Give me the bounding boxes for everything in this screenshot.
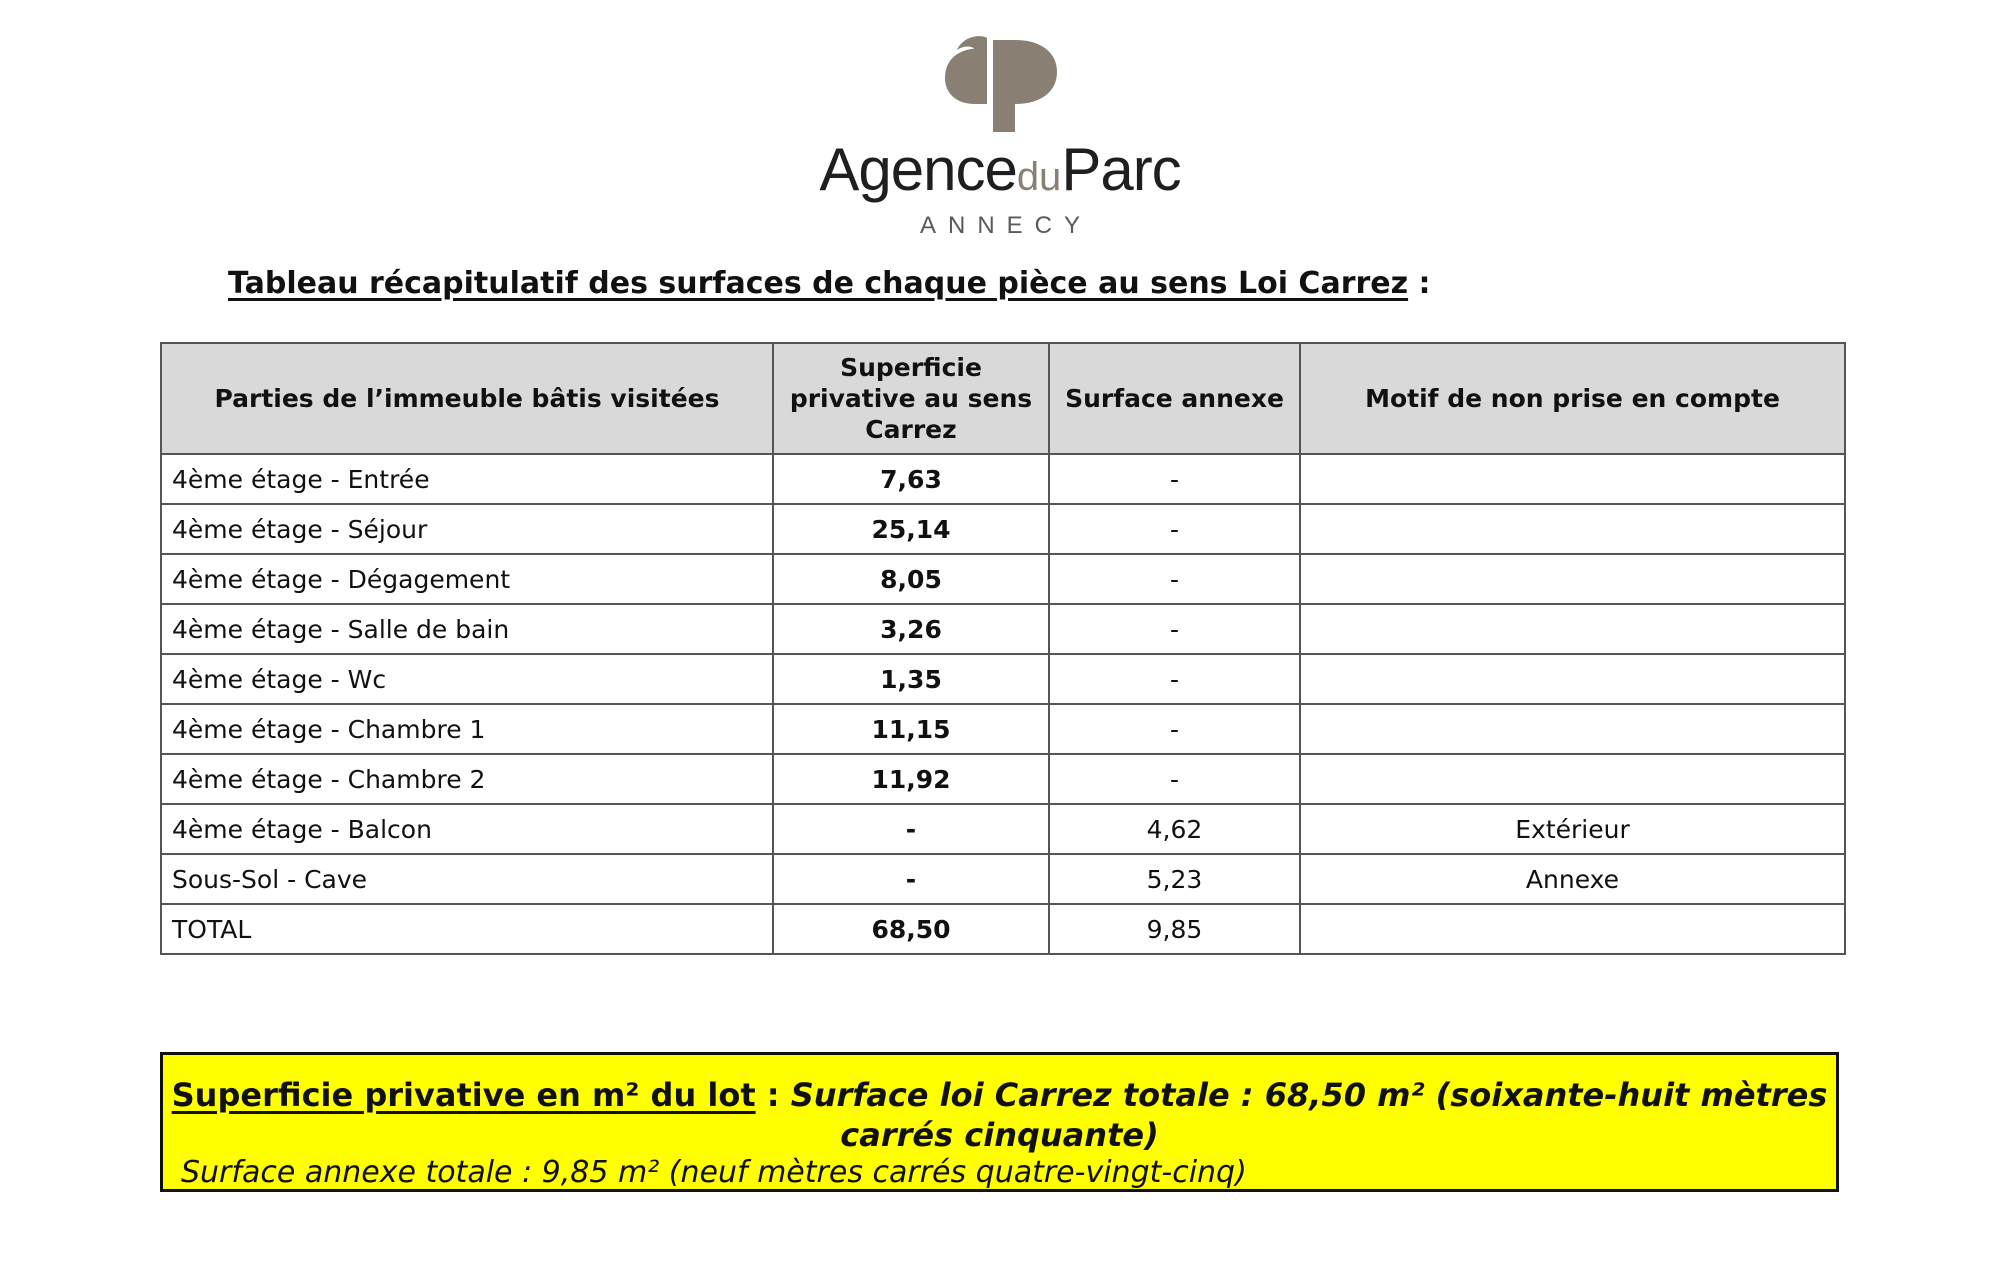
cell-motif bbox=[1300, 754, 1845, 804]
summary-carrez-text: Surface loi Carrez totale : 68,50 m² (soixante-huit mètres carrés cinquante) bbox=[790, 1076, 1828, 1154]
surfaces-table bbox=[160, 342, 1846, 955]
summary-separator: : bbox=[755, 1076, 791, 1114]
cell-motif bbox=[1300, 704, 1845, 754]
header-carrez: Superficie privative au sens Carrez bbox=[773, 343, 1049, 454]
table-header-row bbox=[161, 343, 1845, 454]
summary-label: Superficie privative en m² du lot bbox=[171, 1076, 756, 1114]
summary-carrez-line bbox=[163, 1075, 1836, 1155]
ap-monogram-icon bbox=[935, 30, 1065, 135]
table-total-row bbox=[161, 904, 1845, 954]
table-row bbox=[161, 454, 1845, 504]
cell-annexe: - bbox=[1049, 554, 1300, 604]
table-row bbox=[161, 754, 1845, 804]
agency-name-du: du bbox=[1016, 155, 1062, 199]
cell-piece: 4ème étage - Balcon bbox=[161, 804, 773, 854]
table-row bbox=[161, 854, 1845, 904]
summary-box bbox=[160, 1052, 1839, 1192]
cell-piece: 4ème étage - Wc bbox=[161, 654, 773, 704]
table-row bbox=[161, 704, 1845, 754]
header-annexe: Surface annexe bbox=[1049, 343, 1300, 454]
cell-motif: Extérieur bbox=[1300, 804, 1845, 854]
cell-annexe: - bbox=[1049, 754, 1300, 804]
cell-annexe: - bbox=[1049, 704, 1300, 754]
cell-motif bbox=[1300, 654, 1845, 704]
cell-motif: Annexe bbox=[1300, 854, 1845, 904]
table-row bbox=[161, 654, 1845, 704]
cell-annexe: - bbox=[1049, 454, 1300, 504]
cell-piece: Sous-Sol - Cave bbox=[161, 854, 773, 904]
cell-annexe: 4,62 bbox=[1049, 804, 1300, 854]
document-title bbox=[228, 266, 1431, 301]
table-row bbox=[161, 554, 1845, 604]
agency-logo bbox=[0, 30, 2000, 240]
cell-piece: 4ème étage - Chambre 1 bbox=[161, 704, 773, 754]
cell-annexe: - bbox=[1049, 654, 1300, 704]
cell-piece: 4ème étage - Entrée bbox=[161, 454, 773, 504]
cell-annexe: 9,85 bbox=[1049, 904, 1300, 954]
cell-carrez: 11,92 bbox=[773, 754, 1049, 804]
document-title-suffix: : bbox=[1408, 266, 1431, 301]
cell-annexe: 5,23 bbox=[1049, 854, 1300, 904]
cell-carrez: 8,05 bbox=[773, 554, 1049, 604]
cell-carrez: 68,50 bbox=[773, 904, 1049, 954]
cell-piece: 4ème étage - Salle de bain bbox=[161, 604, 773, 654]
cell-carrez: 7,63 bbox=[773, 454, 1049, 504]
cell-motif bbox=[1300, 604, 1845, 654]
cell-piece: TOTAL bbox=[161, 904, 773, 954]
cell-motif bbox=[1300, 554, 1845, 604]
table-row bbox=[161, 504, 1845, 554]
agency-name-part1: Agence bbox=[819, 136, 1017, 203]
cell-motif bbox=[1300, 504, 1845, 554]
document-title-text: Tableau récapitulatif des surfaces de chaque pièce au sens Loi Carrez bbox=[228, 266, 1409, 301]
agency-name bbox=[0, 137, 2000, 210]
cell-carrez: - bbox=[773, 804, 1049, 854]
cell-carrez: 3,26 bbox=[773, 604, 1049, 654]
agency-city: ANNECY bbox=[919, 212, 1093, 239]
cell-annexe: - bbox=[1049, 604, 1300, 654]
cell-carrez: 11,15 bbox=[773, 704, 1049, 754]
cell-piece: 4ème étage - Chambre 2 bbox=[161, 754, 773, 804]
cell-piece: 4ème étage - Séjour bbox=[161, 504, 773, 554]
table-row bbox=[161, 804, 1845, 854]
header-motif: Motif de non prise en compte bbox=[1300, 343, 1845, 454]
table-row bbox=[161, 604, 1845, 654]
cell-motif bbox=[1300, 904, 1845, 954]
cell-carrez: - bbox=[773, 854, 1049, 904]
cell-piece: 4ème étage - Dégagement bbox=[161, 554, 773, 604]
agency-name-part2: Parc bbox=[1061, 136, 1181, 203]
cell-carrez: 25,14 bbox=[773, 504, 1049, 554]
cell-motif bbox=[1300, 454, 1845, 504]
cell-annexe: - bbox=[1049, 504, 1300, 554]
summary-annex-line: Surface annexe totale : 9,85 m² (neuf mètres carrés quatre-vingt-cinq) bbox=[181, 1155, 1247, 1190]
header-piece: Parties de l’immeuble bâtis visitées bbox=[161, 343, 773, 454]
cell-carrez: 1,35 bbox=[773, 654, 1049, 704]
